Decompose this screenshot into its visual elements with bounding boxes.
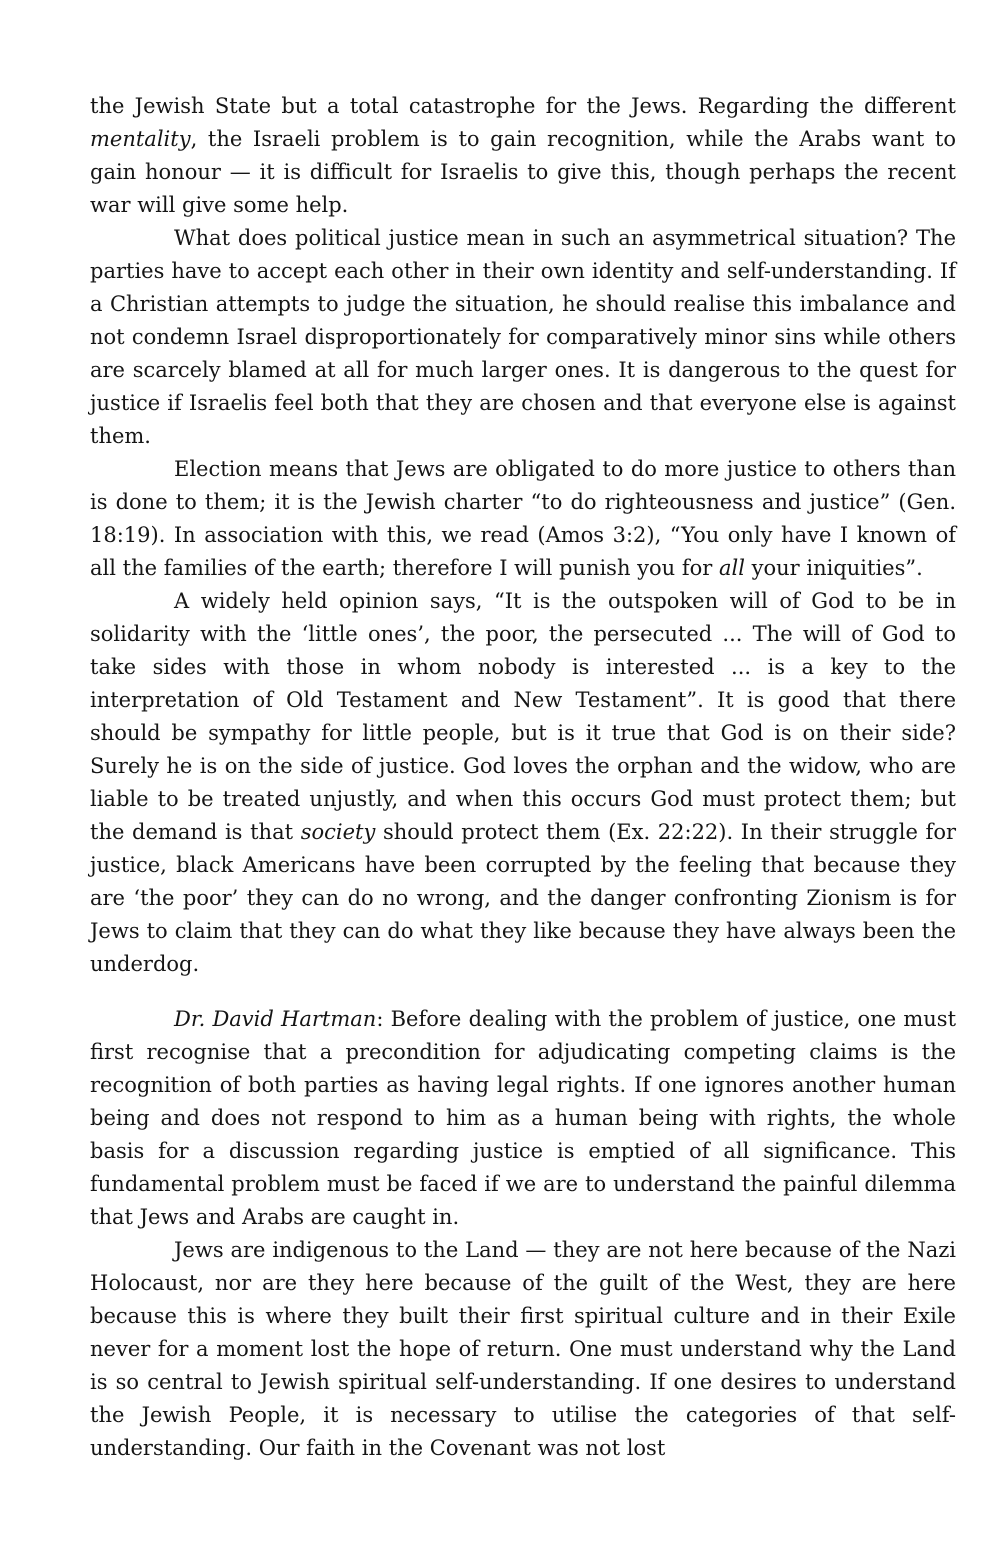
text-run: What does political justice mean in such an asymmetrical situation? The parties have to accept each other in their own identity and self-understanding. If a Christian attempts to judge the situation, he should realise this imbalance and not condemn Israel disproportionately for comparatively minor sins while others are scarcely blamed at all for much larger ones. It is dangerous to the quest for justice if Israelis feel both that they are chosen and that everyone else is against them. <box>90 226 956 448</box>
paragraph-5 <box>90 1003 956 1234</box>
speaker-name: Dr. David Hartman <box>174 1007 377 1031</box>
section-gap <box>90 981 956 1003</box>
text-run: Jews are indigenous to the Land — they are not here because of the Nazi Holocaust, nor are they here because of the guilt of the West, they are here because this is where they built their first spiritual culture and in their Exile never for a moment lost the hope of return. One must understand why the Land is so central to Jewish spiritual self-understanding. If one desires to understand the Jewish People, it is necessary to utilise the categories of that self-understanding. Our faith in the Covenant was not lost <box>90 1238 956 1460</box>
paragraph-6 <box>90 1234 956 1465</box>
document-page <box>90 90 956 1465</box>
text-run: should protect them (Ex. 22:22). In their struggle for justice, black Americans have been corrupted by the feeling that because they are ‘the poor’ they can do no wrong, and the danger confronting Zionism is for Jews to claim that they can do what they like because they have always been the underdog. <box>90 820 956 976</box>
text-run: the Jewish State but a total catastrophe for the Jews. Regarding the different <box>90 94 956 118</box>
paragraph-2 <box>90 222 956 453</box>
paragraph-3 <box>90 453 956 585</box>
italic-society: society <box>300 820 376 844</box>
text-run: your iniquities”. <box>744 556 923 580</box>
text-run: Election means that Jews are obligated to do more justice to others than is done to them; it is the Jewish charter “to do righteousness and justice” (Gen. 18:19). In association with this, we read (Amos 3:2), “You only have I known of all the families of the earth; therefore I will punish you for <box>90 457 956 580</box>
paragraph-1 <box>90 90 956 222</box>
text-run: , the Israeli problem is to gain recognition, while the Arabs want to gain honour — it is difficult for Israelis to give this, though perhaps the recent war will give some help. <box>90 127 956 217</box>
paragraph-4 <box>90 585 956 981</box>
text-run: : Before dealing with the problem of justice, one must first recognise that a precondition for adjudicating competing claims is the recognition of both parties as having legal rights. If one ignores another human being and does not respond to him as a human being with rights, the whole basis for a discussion regarding justice is emptied of all significance. This fundamental problem must be faced if we are to understand the painful dilemma that Jews and Arabs are caught in. <box>90 1007 957 1229</box>
text-run: A widely held opinion says, “It is the outspoken will of God to be in solidarity with the ‘little ones’, the poor, the persecuted ... The will of God to take sides with those in whom nobody is interested ... is a key to the interpretation of Old Testament and New Testament”. It is good that there should be sympathy for little people, but is it true that God is on their side? Surely he is on the side of justice. God loves the orphan and the widow, who are liable to be treated unjustly, and when this occurs God must protect them; but the demand is that <box>90 589 956 844</box>
italic-all: all <box>719 556 745 580</box>
italic-mentality: mentality <box>90 127 191 151</box>
